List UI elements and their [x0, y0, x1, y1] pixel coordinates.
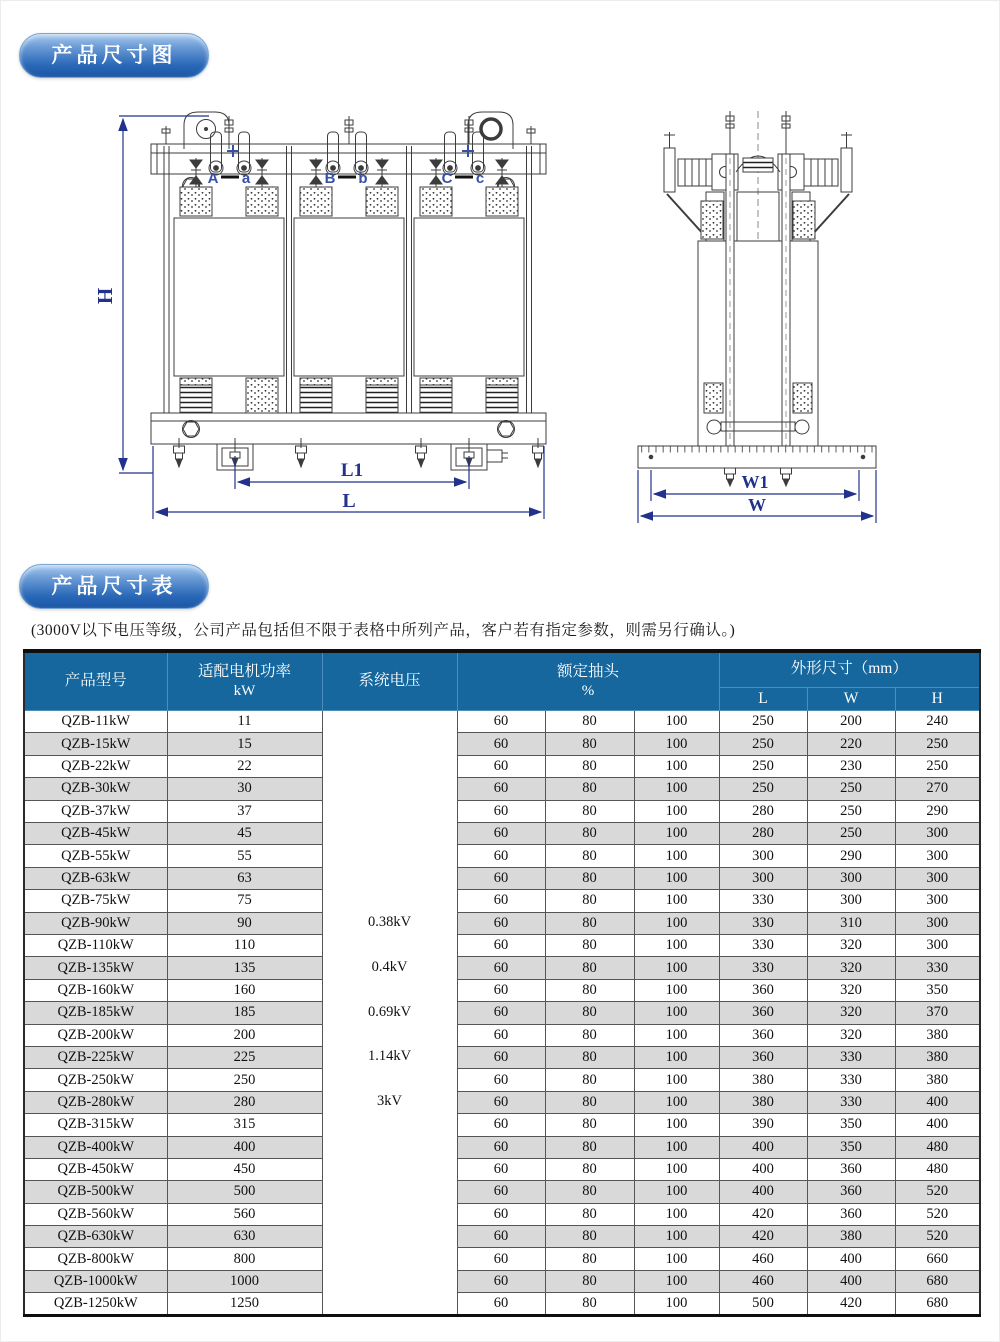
table-cell: 480: [895, 1136, 980, 1158]
table-cell: 60: [457, 823, 545, 845]
table-cell: 80: [545, 1158, 634, 1180]
table-row: [24, 867, 980, 889]
table-cell: 100: [634, 1069, 719, 1091]
table-cell: 400: [895, 1114, 980, 1136]
terminal-label-A: A: [207, 170, 219, 187]
table-cell: 450: [167, 1158, 322, 1180]
table-row: [24, 890, 980, 912]
terminal-label-b: b: [358, 170, 368, 187]
table-cell: 380: [719, 1069, 807, 1091]
table-note: (3000V以下电压等级，公司产品包括但不限于表格中所列产品，客户若有指定参数，则需另行确认。): [31, 622, 736, 639]
system-voltage-value: 0.69kV: [367, 1004, 412, 1021]
table-cell: 11: [167, 711, 322, 733]
section-title-text: 产品尺寸表: [51, 575, 177, 598]
table-cell: QZB-75kW: [24, 890, 167, 912]
table-cell: 330: [807, 1069, 895, 1091]
table-cell: 100: [634, 957, 719, 979]
table-cell: 310: [807, 912, 895, 934]
table-cell: 100: [634, 1270, 719, 1292]
table-cell: QZB-63kW: [24, 867, 167, 889]
table-cell: 80: [545, 1091, 634, 1113]
table-cell: 520: [895, 1181, 980, 1203]
table-cell: QZB-800kW: [24, 1248, 167, 1270]
table-row: [24, 1203, 980, 1225]
table-cell: 60: [457, 1248, 545, 1270]
table-cell: 320: [807, 1024, 895, 1046]
table-cell: 660: [895, 1248, 980, 1270]
table-cell: QZB-315kW: [24, 1114, 167, 1136]
table-cell: 60: [457, 1293, 545, 1315]
table-cell: 100: [634, 755, 719, 777]
table-cell: 80: [545, 711, 634, 733]
table-cell: 100: [634, 1248, 719, 1270]
table-cell: 100: [634, 912, 719, 934]
table-cell: 250: [167, 1069, 322, 1091]
table-cell: 75: [167, 890, 322, 912]
table-row: [24, 979, 980, 1001]
table-cell: 100: [634, 1181, 719, 1203]
table-cell: 80: [545, 800, 634, 822]
table-cell: 360: [719, 1002, 807, 1024]
table-cell: 60: [457, 867, 545, 889]
table-cell: 400: [895, 1091, 980, 1113]
table-cell: 350: [807, 1114, 895, 1136]
table-cell: 37: [167, 800, 322, 822]
table-cell: QZB-1000kW: [24, 1270, 167, 1292]
table-cell: 55: [167, 845, 322, 867]
table-cell: QZB-30kW: [24, 778, 167, 800]
table-cell: 60: [457, 845, 545, 867]
table-row: [24, 755, 980, 777]
table-cell: 80: [545, 823, 634, 845]
table-row: [24, 1002, 980, 1024]
table-row: [24, 935, 980, 957]
table-cell: 60: [457, 912, 545, 934]
coil-end-block: [180, 378, 518, 413]
col-header-power: 适配电机功率 kW: [167, 651, 322, 711]
table-cell: QZB-280kW: [24, 1091, 167, 1113]
table-row: [24, 1293, 980, 1315]
table-row: [24, 1069, 980, 1091]
dim-label-H: H: [93, 287, 117, 305]
table-cell: 80: [545, 1248, 634, 1270]
table-cell: 460: [719, 1270, 807, 1292]
table-cell: 280: [719, 800, 807, 822]
table-cell: 80: [545, 778, 634, 800]
table-row: [24, 1091, 980, 1113]
table-cell: 80: [545, 1136, 634, 1158]
table-cell: 520: [895, 1203, 980, 1225]
table-cell: QZB-110kW: [24, 935, 167, 957]
table-cell: 60: [457, 1002, 545, 1024]
table-cell: 100: [634, 1002, 719, 1024]
table-body: [24, 711, 980, 1316]
table-cell: 420: [807, 1293, 895, 1315]
table-cell: 360: [807, 1203, 895, 1225]
table-cell: 1000: [167, 1270, 322, 1292]
table-cell: 230: [807, 755, 895, 777]
table-cell: 300: [895, 845, 980, 867]
table-cell: 300: [807, 890, 895, 912]
terminal-label-c: c: [475, 170, 485, 187]
table-cell: 80: [545, 733, 634, 755]
top-stud-icon: [162, 116, 535, 144]
table-cell: QZB-1250kW: [24, 1293, 167, 1315]
table-cell: QZB-185kW: [24, 1002, 167, 1024]
table-cell: QZB-250kW: [24, 1069, 167, 1091]
table-row: [24, 1136, 980, 1158]
hex-nut-icon: [183, 178, 515, 195]
table-cell: 80: [545, 1114, 634, 1136]
table-cell: 80: [545, 1270, 634, 1292]
table-cell: 800: [167, 1248, 322, 1270]
table-row: [24, 778, 980, 800]
table-cell: 360: [719, 1046, 807, 1068]
table-cell: 360: [807, 1158, 895, 1180]
table-cell: 400: [807, 1270, 895, 1292]
table-cell: 420: [719, 1203, 807, 1225]
table-cell: 680: [895, 1270, 980, 1292]
table-cell: 80: [545, 890, 634, 912]
table-cell: QZB-90kW: [24, 912, 167, 934]
table-cell: 90: [167, 912, 322, 934]
dim-label-W: W: [748, 495, 766, 515]
table-row: [24, 912, 980, 934]
table-cell: 80: [545, 1069, 634, 1091]
table-cell: 60: [457, 1046, 545, 1068]
table-cell: 100: [634, 1226, 719, 1248]
table-cell: 350: [807, 1136, 895, 1158]
table-cell: 360: [807, 1181, 895, 1203]
system-voltage-value: 1.14kV: [367, 1048, 412, 1065]
table-cell: 315: [167, 1114, 322, 1136]
table-cell: 250: [719, 711, 807, 733]
reactor-technical-drawing: [1, 96, 1000, 546]
table-row: [24, 1226, 980, 1248]
table-cell: QZB-11kW: [24, 711, 167, 733]
table-cell: 300: [895, 867, 980, 889]
table-cell: 60: [457, 755, 545, 777]
coil-end-block: [180, 187, 518, 216]
table-cell: 520: [895, 1226, 980, 1248]
table-cell: QZB-55kW: [24, 845, 167, 867]
col-header-H: H: [895, 687, 980, 711]
table-cell: 250: [719, 755, 807, 777]
table-cell: 100: [634, 890, 719, 912]
table-cell: 680: [895, 1293, 980, 1315]
table-cell: 60: [457, 800, 545, 822]
table-cell: 30: [167, 778, 322, 800]
table-row: [24, 800, 980, 822]
table-cell: QZB-500kW: [24, 1181, 167, 1203]
table-row: [24, 1181, 980, 1203]
dimension-table: [23, 649, 981, 1317]
col-header-voltage: 系统电压: [322, 651, 457, 711]
section-title-dimension-table: [19, 564, 209, 609]
table-cell: 240: [895, 711, 980, 733]
table-cell: 630: [167, 1226, 322, 1248]
table-cell: 250: [807, 823, 895, 845]
table-cell: 400: [167, 1136, 322, 1158]
table-cell: 300: [807, 867, 895, 889]
table-cell: 60: [457, 935, 545, 957]
table-cell: 200: [807, 711, 895, 733]
table-cell: 300: [719, 845, 807, 867]
table-cell: 250: [807, 800, 895, 822]
col-header-dimensions: 外形尺寸（mm）: [719, 651, 980, 687]
table-cell: 60: [457, 1158, 545, 1180]
table-row: [24, 733, 980, 755]
table-cell: 100: [634, 1158, 719, 1180]
table-row: [24, 1248, 980, 1270]
table-cell: 63: [167, 867, 322, 889]
system-voltage-cell: [322, 711, 457, 1316]
table-cell: 100: [634, 867, 719, 889]
table-cell: QZB-200kW: [24, 1024, 167, 1046]
table-cell: QZB-225kW: [24, 1046, 167, 1068]
table-cell: 60: [457, 733, 545, 755]
table-cell: 100: [634, 935, 719, 957]
table-cell: 420: [719, 1226, 807, 1248]
table-cell: 300: [895, 823, 980, 845]
table-cell: 60: [457, 1270, 545, 1292]
section-title-text: 产品尺寸图: [51, 44, 177, 67]
table-cell: 60: [457, 1181, 545, 1203]
table-cell: 22: [167, 755, 322, 777]
table-cell: 380: [895, 1046, 980, 1068]
table-cell: 80: [545, 845, 634, 867]
table-cell: 390: [719, 1114, 807, 1136]
table-cell: 100: [634, 1024, 719, 1046]
section-title-dimension-diagram: [19, 33, 209, 78]
system-voltage-value: 0.4kV: [371, 959, 408, 976]
table-cell: QZB-135kW: [24, 957, 167, 979]
table-cell: 320: [807, 957, 895, 979]
table-cell: 100: [634, 1046, 719, 1068]
table-cell: 300: [895, 935, 980, 957]
table-cell: 380: [807, 1226, 895, 1248]
table-cell: 100: [634, 778, 719, 800]
table-cell: 250: [807, 778, 895, 800]
col-header-L: L: [719, 687, 807, 711]
col-header-model: 产品型号: [24, 651, 167, 711]
table-cell: 15: [167, 733, 322, 755]
table-cell: 100: [634, 823, 719, 845]
table-row: [24, 1024, 980, 1046]
table-cell: 400: [719, 1158, 807, 1180]
table-cell: 100: [634, 1293, 719, 1315]
table-row: [24, 1270, 980, 1292]
table-cell: 60: [457, 957, 545, 979]
table-cell: 290: [807, 845, 895, 867]
table-cell: 280: [719, 823, 807, 845]
table-cell: QZB-45kW: [24, 823, 167, 845]
table-cell: 250: [719, 778, 807, 800]
table-cell: 1250: [167, 1293, 322, 1315]
table-cell: QZB-37kW: [24, 800, 167, 822]
table-cell: 560: [167, 1203, 322, 1225]
table-cell: 45: [167, 823, 322, 845]
table-cell: QZB-160kW: [24, 979, 167, 1001]
table-cell: 330: [719, 935, 807, 957]
system-voltage-value: 3kV: [377, 1093, 402, 1110]
table-row: [24, 711, 980, 733]
table-cell: 100: [634, 979, 719, 1001]
table-cell: 100: [634, 1136, 719, 1158]
terminal-label-C: C: [441, 170, 453, 187]
table-cell: 280: [167, 1091, 322, 1113]
table-row: [24, 1046, 980, 1068]
table-cell: QZB-450kW: [24, 1158, 167, 1180]
table-cell: QZB-22kW: [24, 755, 167, 777]
table-cell: 80: [545, 957, 634, 979]
table-cell: 330: [719, 890, 807, 912]
table-cell: 400: [719, 1136, 807, 1158]
table-cell: 80: [545, 867, 634, 889]
coil-body: [174, 218, 524, 376]
table-cell: 80: [545, 912, 634, 934]
table-cell: 330: [719, 912, 807, 934]
table-cell: 80: [545, 1046, 634, 1068]
table-cell: 60: [457, 1069, 545, 1091]
table-cell: 160: [167, 979, 322, 1001]
table-cell: QZB-630kW: [24, 1226, 167, 1248]
table-cell: 60: [457, 778, 545, 800]
table-cell: 500: [719, 1293, 807, 1315]
insulator-stack-icon: [190, 158, 508, 187]
table-row: [24, 1114, 980, 1136]
table-cell: 80: [545, 1203, 634, 1225]
table-cell: 110: [167, 935, 322, 957]
table-cell: 80: [545, 1024, 634, 1046]
table-cell: 60: [457, 1091, 545, 1113]
table-cell: 100: [634, 1091, 719, 1113]
table-cell: 100: [634, 711, 719, 733]
table-cell: 60: [457, 1024, 545, 1046]
system-voltage-value: 0.38kV: [367, 914, 412, 931]
table-cell: 60: [457, 979, 545, 1001]
table-cell: 250: [719, 733, 807, 755]
table-cell: QZB-560kW: [24, 1203, 167, 1225]
table-row: [24, 823, 980, 845]
table-cell: 300: [895, 890, 980, 912]
table-cell: 330: [807, 1046, 895, 1068]
table-cell: 225: [167, 1046, 322, 1068]
table-cell: 80: [545, 1002, 634, 1024]
col-header-W: W: [807, 687, 895, 711]
table-cell: 80: [545, 979, 634, 1001]
table-cell: 460: [719, 1248, 807, 1270]
table-cell: 300: [895, 912, 980, 934]
table-cell: 500: [167, 1181, 322, 1203]
table-cell: 290: [895, 800, 980, 822]
table-cell: 200: [167, 1024, 322, 1046]
table-cell: 60: [457, 1114, 545, 1136]
dim-label-L1: L1: [340, 460, 364, 481]
table-cell: 380: [895, 1069, 980, 1091]
table-cell: 330: [719, 957, 807, 979]
table-row: [24, 845, 980, 867]
table-cell: 320: [807, 935, 895, 957]
dim-label-W1: W1: [741, 472, 769, 492]
table-cell: 380: [719, 1091, 807, 1113]
table-cell: 350: [895, 979, 980, 1001]
table-cell: 320: [807, 1002, 895, 1024]
table-cell: 220: [807, 733, 895, 755]
terminal-label-B: B: [324, 170, 336, 187]
register-cross-icon: [227, 145, 474, 157]
table-cell: 100: [634, 845, 719, 867]
table-cell: 185: [167, 1002, 322, 1024]
table-cell: 270: [895, 778, 980, 800]
table-cell: 60: [457, 890, 545, 912]
table-cell: 100: [634, 800, 719, 822]
table-cell: 380: [895, 1024, 980, 1046]
table-cell: 80: [545, 755, 634, 777]
table-cell: 400: [807, 1248, 895, 1270]
table-cell: 60: [457, 1203, 545, 1225]
dimension-diagram: [1, 96, 1000, 546]
terminal-label-a: a: [241, 170, 251, 187]
table-cell: 320: [807, 979, 895, 1001]
table-cell: 330: [895, 957, 980, 979]
table-cell: 360: [719, 979, 807, 1001]
table-row: [24, 957, 980, 979]
table-cell: 330: [807, 1091, 895, 1113]
table-cell: 360: [719, 1024, 807, 1046]
dim-label-L: L: [342, 490, 356, 512]
table-cell: QZB-15kW: [24, 733, 167, 755]
table-cell: QZB-400kW: [24, 1136, 167, 1158]
table-cell: 80: [545, 1293, 634, 1315]
table-cell: 480: [895, 1158, 980, 1180]
table-cell: 370: [895, 1002, 980, 1024]
table-cell: 60: [457, 1226, 545, 1248]
table-cell: 400: [719, 1181, 807, 1203]
table-cell: 100: [634, 1203, 719, 1225]
table-cell: 135: [167, 957, 322, 979]
table-cell: 80: [545, 1226, 634, 1248]
table-cell: 60: [457, 1136, 545, 1158]
table-cell: 100: [634, 733, 719, 755]
table-row: [24, 1158, 980, 1180]
table-cell: 60: [457, 711, 545, 733]
table-cell: 250: [895, 733, 980, 755]
front-view-drawing: [151, 112, 546, 470]
table-cell: 80: [545, 935, 634, 957]
table-cell: 250: [895, 755, 980, 777]
col-header-tap: 额定抽头 %: [457, 651, 719, 711]
table-cell: 100: [634, 1114, 719, 1136]
side-view-drawing: [638, 111, 876, 486]
table-cell: 300: [719, 867, 807, 889]
table-cell: 80: [545, 1181, 634, 1203]
